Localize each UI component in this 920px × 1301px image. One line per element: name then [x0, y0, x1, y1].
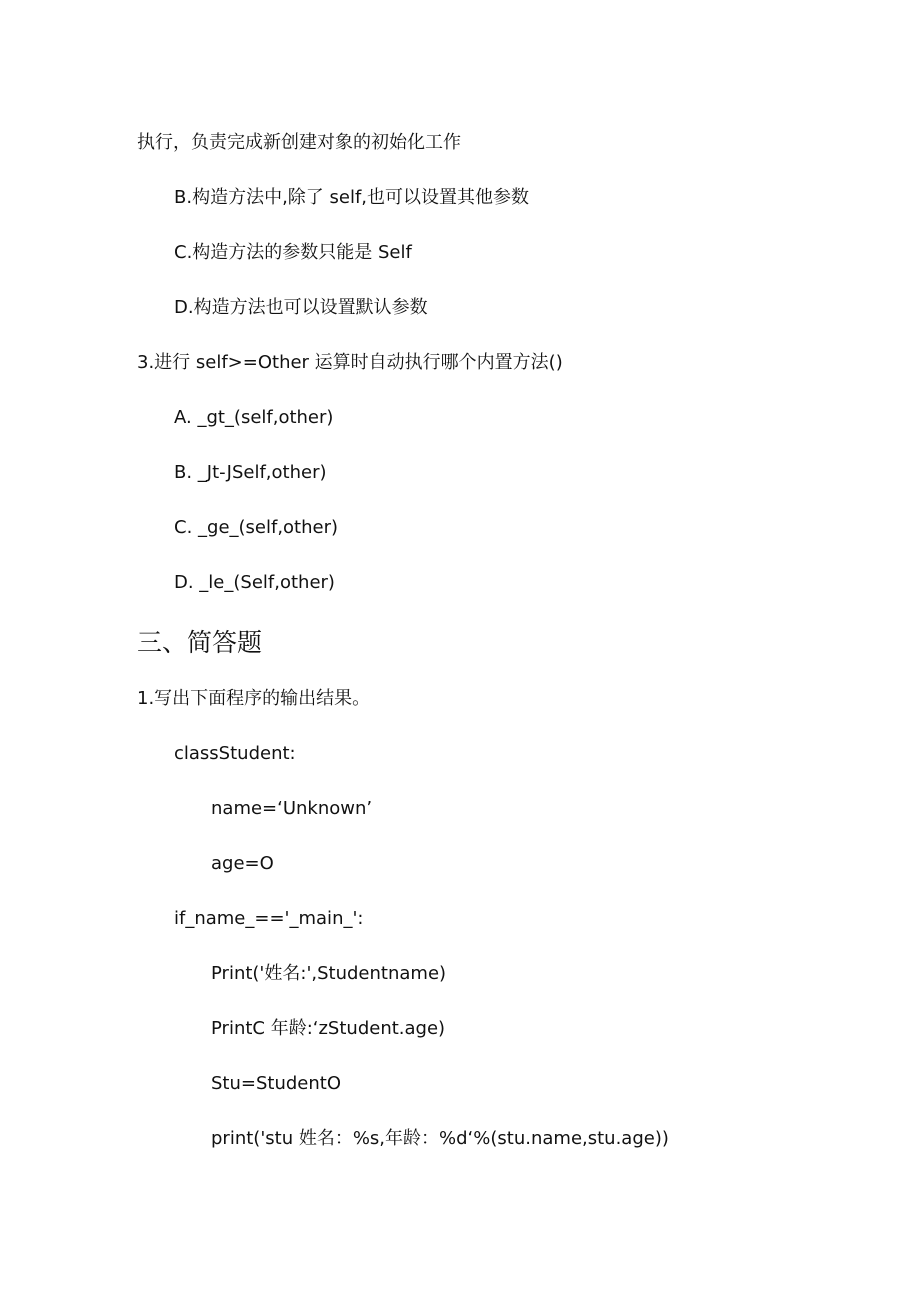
option-c-constructor-self: C.构造方法的参数只能是 Self [174, 242, 412, 263]
question-1: 1.写出下面程序的输出结果。 [137, 688, 371, 709]
option-c-ge: C. _ge_(self,other) [174, 517, 339, 538]
section-heading: 三、简答题 [137, 628, 263, 657]
code-line-print-age: PrintC 年龄:‘zStudent.age) [211, 1018, 446, 1039]
option-b-constructor-params: B.构造方法中,除了 self,也可以设置其他参数 [174, 187, 530, 208]
code-line-age: age=O [211, 853, 274, 874]
code-line-print-stu: print('stu 姓名：%s,年龄：%d‘%(stu.name,stu.age)) [211, 1128, 669, 1149]
code-line-print-name: Print('姓名:',Studentname) [211, 963, 447, 984]
code-line-if-main: if_name_=='_main_': [174, 908, 364, 929]
option-d-default-params: D.构造方法也可以设置默认参数 [174, 297, 428, 318]
option-d-le: D. _le_(Self,other) [174, 572, 335, 593]
code-line-instantiate: Stu=StudentO [211, 1073, 341, 1094]
option-a-gt: A. _gt_(self,other) [174, 407, 334, 428]
text-line-constructor-note: 执行，负责完成新创建对象的初始化工作 [137, 132, 461, 153]
question-3: 3.进行 self>=Other 运算时自动执行哪个内置方法() [137, 352, 563, 373]
code-line-class: classStudent: [174, 743, 296, 764]
option-b-lt: B. _Jt-JSelf,other) [174, 462, 327, 483]
code-line-name: name=‘Unknown’ [211, 798, 373, 819]
